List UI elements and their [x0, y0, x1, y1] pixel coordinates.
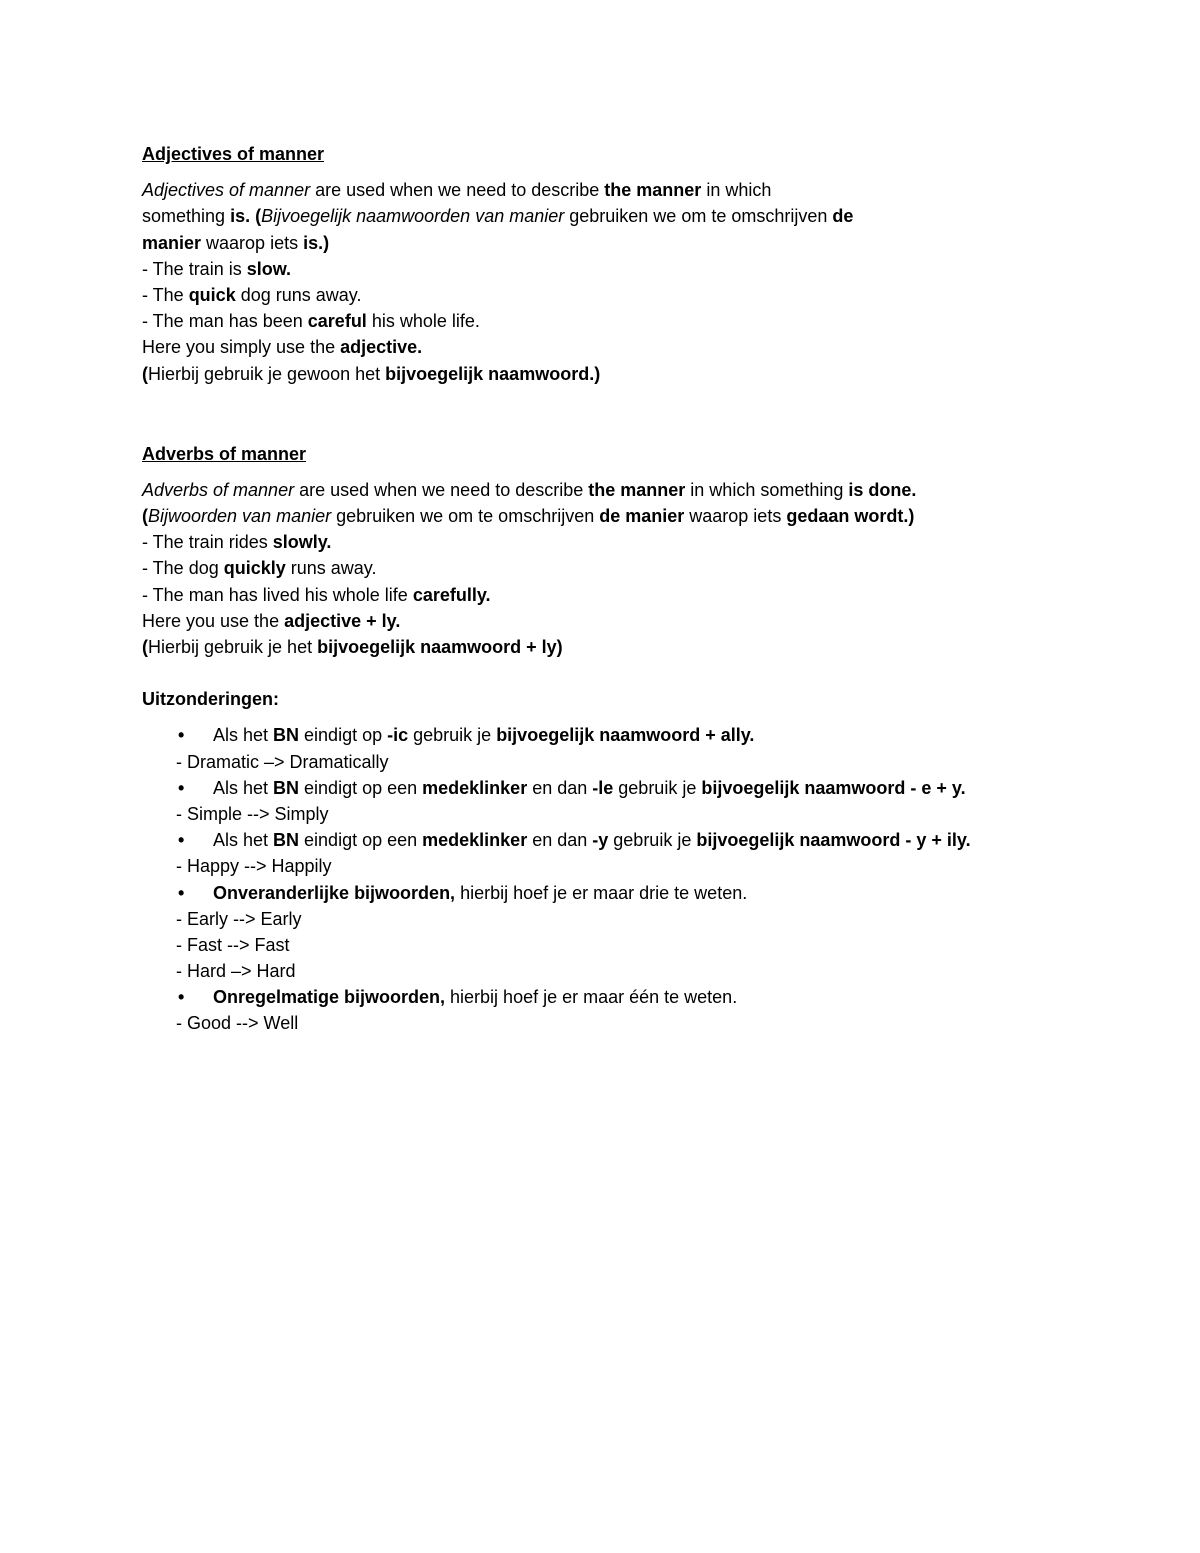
text-run: is done.: [848, 479, 917, 500]
text-run: quickly: [223, 558, 286, 579]
text-run: eindigt op: [299, 725, 388, 746]
text-run: medeklinker: [422, 777, 528, 798]
text-run: - The dog: [142, 558, 224, 579]
text-run: adjective.: [340, 337, 423, 358]
text-line: [142, 256, 1042, 282]
text-run: in which something: [685, 479, 849, 500]
spacer: [142, 387, 1042, 441]
text-run: -le: [592, 777, 614, 798]
bullet-icon: •: [178, 830, 185, 851]
text-run: (: [142, 506, 148, 527]
spacer: [142, 467, 1042, 477]
text-run: bijvoegelijk naamwoord - e + y.: [701, 777, 966, 798]
text-run: en dan: [527, 777, 593, 798]
example-line: - Good --> Well: [176, 1013, 299, 1034]
text-run: - The: [142, 284, 189, 305]
bullet-icon: •: [178, 725, 185, 746]
text-line: [142, 177, 1042, 203]
text-run: gedaan wordt.): [786, 506, 915, 527]
text-run: something: [142, 206, 231, 227]
text-run: bijvoegelijk naamwoord.): [385, 363, 601, 384]
section-heading-adverbs: Adverbs of manner: [142, 443, 307, 464]
text-run: bijvoegelijk naamwoord + ly): [317, 637, 563, 657]
text-run: BN: [273, 725, 300, 746]
text-line: [142, 582, 1042, 608]
text-run: hierbij hoef je er maar drie te weten.: [455, 882, 748, 903]
text-run: Adverbs of manner: [142, 479, 295, 500]
text-line: [142, 608, 1042, 634]
text-run: hierbij hoef je er maar één te weten.: [445, 987, 738, 1008]
text-run: Onveranderlijke bijwoorden,: [213, 882, 456, 903]
text-run: Hierbij gebruik je gewoon het: [148, 363, 386, 384]
bullet-icon: •: [178, 777, 185, 798]
text-run: Adjectives of manner: [142, 180, 311, 201]
text-run: bijvoegelijk naamwoord + ally.: [496, 725, 755, 746]
text-run: de manier: [599, 506, 685, 527]
text-run: are used when we need to describe: [294, 479, 589, 500]
text-line: [142, 529, 1042, 555]
text-run: Als het: [213, 830, 274, 851]
text-line: [142, 308, 1042, 334]
text-run: is. (: [230, 206, 262, 227]
text-line: [142, 555, 1042, 581]
text-line: [142, 503, 1042, 529]
text-run: waarop iets: [684, 506, 787, 527]
adjectives-rule: [142, 334, 1042, 386]
text-run: slowly.: [272, 532, 332, 553]
text-run: Hierbij gebruik je het: [148, 637, 318, 657]
text-run: Here you simply use the: [142, 337, 341, 358]
text-run: gebruiken we om te omschrijven: [331, 506, 600, 527]
text-run: medeklinker: [422, 830, 528, 851]
text-line: [142, 282, 1042, 308]
text-line: [142, 361, 1042, 387]
text-run: en dan: [527, 830, 593, 851]
text-line: [142, 634, 1042, 660]
text-run: -ic: [387, 725, 409, 746]
adjectives-examples: [142, 256, 1042, 335]
text-run: his whole life.: [366, 311, 480, 332]
text-run: gebruik je: [608, 830, 697, 851]
text-run: slow.: [246, 258, 292, 279]
text-run: Onregelmatige bijwoorden,: [213, 987, 446, 1008]
text-run: Als het: [213, 725, 274, 746]
text-line: [142, 230, 1042, 256]
spacer: [142, 167, 1042, 177]
bullet-icon: •: [178, 882, 185, 903]
text-run: Bijvoegelijk naamwoorden van manier: [261, 206, 565, 227]
text-line: [142, 203, 1042, 229]
text-run: carefully.: [412, 584, 491, 605]
example-line: - Early --> Early: [176, 908, 302, 929]
text-run: bijvoegelijk naamwoord - y + ily.: [696, 830, 971, 851]
text-run: in which: [701, 180, 772, 201]
bullet-icon: •: [178, 987, 185, 1008]
text-run: the manner: [588, 479, 686, 500]
text-run: eindigt op een: [299, 777, 423, 798]
text-run: - The man has lived his whole life: [142, 584, 413, 605]
example-line: - Dramatic –> Dramatically: [176, 751, 389, 772]
text-run: is.): [303, 232, 330, 253]
section-heading-exceptions: Uitzonderingen:: [142, 689, 279, 710]
bullet-item: [142, 984, 1042, 1010]
text-run: the manner: [604, 180, 702, 201]
text-run: de: [832, 206, 854, 227]
text-run: -y: [592, 830, 609, 851]
example-line: - Simple --> Simply: [176, 803, 329, 824]
example-line: - Fast --> Fast: [176, 934, 290, 955]
example-line: - Happy --> Happily: [176, 856, 332, 877]
spacer: [142, 660, 1042, 686]
bullet-item: [142, 775, 1042, 801]
section-heading-adjectives: Adjectives of manner: [142, 144, 325, 164]
text-run: - The train rides: [142, 532, 273, 553]
text-run: eindigt op een: [299, 830, 423, 851]
text-run: waarop iets: [201, 232, 304, 253]
text-run: gebruik je: [613, 777, 702, 798]
text-run: runs away.: [285, 558, 377, 579]
bullet-item: [142, 880, 1042, 906]
text-run: gebruiken we om te omschrijven: [564, 206, 833, 227]
text-run: manier: [142, 232, 202, 253]
adverbs-examples: [142, 529, 1042, 608]
text-run: dog runs away.: [235, 284, 362, 305]
text-run: are used when we need to describe: [310, 180, 605, 201]
text-run: - The train is: [142, 258, 247, 279]
adjectives-intro: [142, 177, 1042, 256]
text-line: [142, 477, 1042, 503]
text-run: Bijwoorden van manier: [148, 506, 332, 527]
text-run: BN: [273, 830, 300, 851]
spacer: [142, 712, 1042, 722]
example-line: - Hard –> Hard: [176, 961, 296, 982]
text-run: adjective + ly.: [284, 610, 401, 631]
text-run: (: [142, 637, 148, 657]
text-line: [142, 334, 1042, 360]
text-run: Here you use the: [142, 610, 285, 631]
text-run: quick: [188, 284, 236, 305]
text-run: BN: [273, 777, 300, 798]
bullet-item: [142, 827, 1042, 853]
text-run: gebruik je: [408, 725, 497, 746]
adverbs-intro: [142, 477, 1042, 529]
document-page: [142, 141, 1042, 1037]
bullet-item: [142, 722, 1042, 748]
text-run: Als het: [213, 777, 274, 798]
exceptions-list: [142, 722, 1042, 1036]
adverbs-rule: [142, 608, 1042, 660]
text-run: careful: [307, 311, 367, 332]
text-run: (: [142, 363, 148, 384]
text-run: - The man has been: [142, 311, 308, 332]
